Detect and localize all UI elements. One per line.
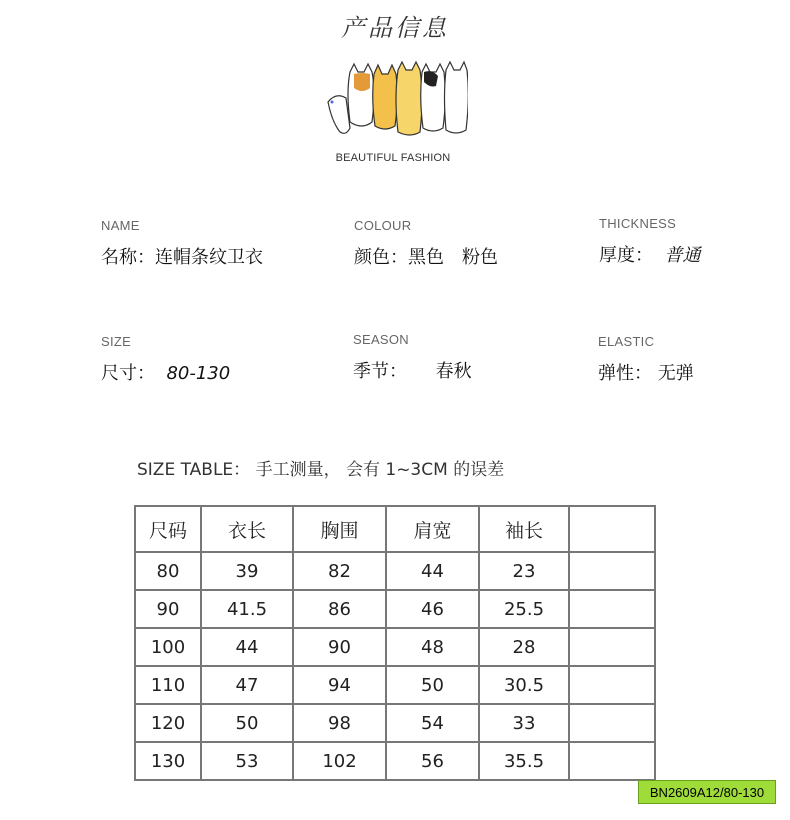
size-table: [134, 505, 656, 781]
info-val: 普通: [664, 245, 701, 266]
table-row: [135, 704, 655, 742]
info-value: [598, 359, 694, 385]
table-cell: 86: [293, 590, 386, 628]
table-cell: 30.5: [479, 666, 569, 704]
info-season: [353, 332, 472, 383]
table-cell: 90: [135, 590, 201, 628]
table-cell: [569, 704, 655, 742]
info-val: 黑色 粉色: [408, 247, 498, 268]
page-title: 产品信息: [341, 14, 449, 42]
table-cell: 94: [293, 666, 386, 704]
info-label: THICKNESS: [599, 216, 677, 231]
table-cell: [569, 628, 655, 666]
table-row: [135, 666, 655, 704]
table-cell: 98: [293, 704, 386, 742]
info-value: [101, 243, 263, 269]
table-cell: 39: [201, 552, 293, 590]
table-cell: 50: [386, 666, 479, 704]
product-code-badge: BN2609A12/80-130: [638, 780, 776, 804]
table-cell: 90: [293, 628, 386, 666]
info-val: 80-130: [166, 363, 231, 384]
table-cell: 48: [386, 628, 479, 666]
info-label: NAME: [101, 218, 140, 233]
info-val: 春秋: [435, 361, 472, 382]
info-elastic: [598, 334, 694, 385]
info-key: 季节：: [353, 361, 407, 382]
table-row: [135, 590, 655, 628]
info-name: [101, 218, 263, 269]
header-cell: 肩宽: [386, 506, 479, 552]
table-cell: [569, 742, 655, 780]
info-value: [354, 243, 498, 269]
header-cell: 袖长: [479, 506, 569, 552]
table-cell: 80: [135, 552, 201, 590]
header-cell: 尺码: [135, 506, 201, 552]
info-thickness: [599, 216, 700, 267]
info-key: 颜色：: [354, 247, 408, 268]
table-cell: 23: [479, 552, 569, 590]
table-cell: 47: [201, 666, 293, 704]
table-cell: 54: [386, 704, 479, 742]
info-value: [101, 359, 230, 385]
table-cell: 35.5: [479, 742, 569, 780]
table-cell: [569, 590, 655, 628]
logo-text: BEAUTIFUL FASHION: [335, 152, 451, 164]
info-label: SEASON: [353, 332, 409, 347]
table-cell: 100: [135, 628, 201, 666]
table-cell: 102: [293, 742, 386, 780]
table-cell: 56: [386, 742, 479, 780]
table-cell: 53: [201, 742, 293, 780]
table-cell: 33: [479, 704, 569, 742]
table-row: [135, 552, 655, 590]
table-cell: 41.5: [201, 590, 293, 628]
table-cell: 44: [386, 552, 479, 590]
table-row: [135, 628, 655, 666]
table-cell: 120: [135, 704, 201, 742]
info-value: [353, 357, 472, 383]
info-colour: [354, 218, 498, 269]
info-key: 厚度：: [599, 245, 653, 266]
table-header-row: [135, 506, 655, 552]
header-cell: 胸围: [293, 506, 386, 552]
info-val: 连帽条纹卫衣: [155, 247, 263, 268]
info-key: 名称：: [101, 247, 155, 268]
table-row: [135, 742, 655, 780]
header-cell: 衣长: [201, 506, 293, 552]
table-cell: 25.5: [479, 590, 569, 628]
table-cell: 130: [135, 742, 201, 780]
table-cell: 28: [479, 628, 569, 666]
table-cell: 50: [201, 704, 293, 742]
table-cell: 110: [135, 666, 201, 704]
table-cell: [569, 552, 655, 590]
info-key: 尺寸：: [101, 363, 155, 384]
info-key: 弹性：: [598, 363, 652, 384]
info-label: COLOUR: [354, 218, 412, 233]
header-cell: [569, 506, 655, 552]
info-val: 无弹: [657, 363, 694, 384]
info-value: [599, 241, 700, 267]
table-cell: 46: [386, 590, 479, 628]
info-size: [101, 334, 230, 385]
info-label: SIZE: [101, 334, 132, 349]
table-cell: 82: [293, 552, 386, 590]
table-cell: [569, 666, 655, 704]
info-label: ELASTIC: [598, 334, 655, 349]
table-cell: 44: [201, 628, 293, 666]
size-note: SIZE TABLE： 手工测量， 会有 1~3CM 的误差: [137, 460, 505, 480]
